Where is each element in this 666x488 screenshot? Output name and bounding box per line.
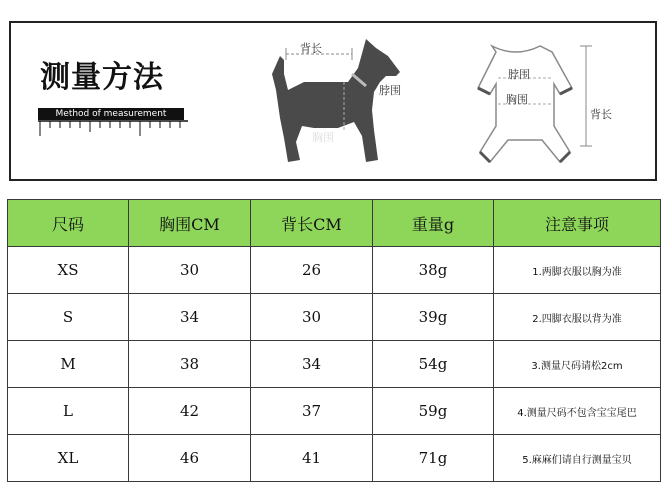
note-cell: 3.测量尺码请松2cm bbox=[494, 341, 661, 388]
weight-cell: 71g bbox=[373, 435, 494, 482]
dog-neck-label: 脖围 bbox=[379, 84, 401, 97]
chest-cell: 42 bbox=[129, 388, 251, 435]
chest-cell: 30 bbox=[129, 247, 251, 294]
column-header: 尺码 bbox=[8, 200, 129, 247]
weight-cell: 38g bbox=[373, 247, 494, 294]
subtitle: Method of measurement bbox=[38, 108, 184, 120]
back-length-cell: 30 bbox=[251, 294, 373, 341]
size-table bbox=[7, 199, 661, 482]
ruler-icon bbox=[38, 120, 188, 138]
dog-diagram bbox=[262, 30, 412, 170]
table-header-row bbox=[8, 200, 661, 247]
table-row bbox=[8, 247, 661, 294]
note-cell: 2.四脚衣服以背为准 bbox=[494, 294, 661, 341]
dog-chest-label: 胸围 bbox=[312, 131, 334, 144]
dog-back-length-label: 背长 bbox=[300, 42, 322, 55]
chest-cell: 46 bbox=[129, 435, 251, 482]
table-row bbox=[8, 388, 661, 435]
garment-neck-label: 脖围 bbox=[508, 68, 530, 81]
back-length-cell: 37 bbox=[251, 388, 373, 435]
size-cell: S bbox=[8, 294, 129, 341]
size-cell: XL bbox=[8, 435, 129, 482]
table-row bbox=[8, 294, 661, 341]
weight-cell: 54g bbox=[373, 341, 494, 388]
chest-cell: 34 bbox=[129, 294, 251, 341]
column-header: 注意事项 bbox=[494, 200, 661, 247]
garment-back-length-label: 背长 bbox=[590, 108, 612, 121]
note-cell: 4.测量尺码不包含宝宝尾巴 bbox=[494, 388, 661, 435]
page-title: 测量方法 bbox=[40, 60, 164, 95]
size-cell: XS bbox=[8, 247, 129, 294]
back-length-cell: 41 bbox=[251, 435, 373, 482]
column-header: 背长CM bbox=[251, 200, 373, 247]
table-row bbox=[8, 435, 661, 482]
weight-cell: 59g bbox=[373, 388, 494, 435]
garment-diagram bbox=[456, 32, 606, 172]
dog-silhouette-icon bbox=[272, 39, 400, 162]
back-length-cell: 26 bbox=[251, 247, 373, 294]
weight-cell: 39g bbox=[373, 294, 494, 341]
back-length-cell: 34 bbox=[251, 341, 373, 388]
table-row bbox=[8, 341, 661, 388]
note-cell: 1.两脚衣服以胸为准 bbox=[494, 247, 661, 294]
size-cell: M bbox=[8, 341, 129, 388]
note-cell: 5.麻麻们请自行测量宝贝 bbox=[494, 435, 661, 482]
size-cell: L bbox=[8, 388, 129, 435]
chest-cell: 38 bbox=[129, 341, 251, 388]
column-header: 重量g bbox=[373, 200, 494, 247]
garment-chest-label: 胸围 bbox=[506, 93, 528, 106]
column-header: 胸围CM bbox=[129, 200, 251, 247]
